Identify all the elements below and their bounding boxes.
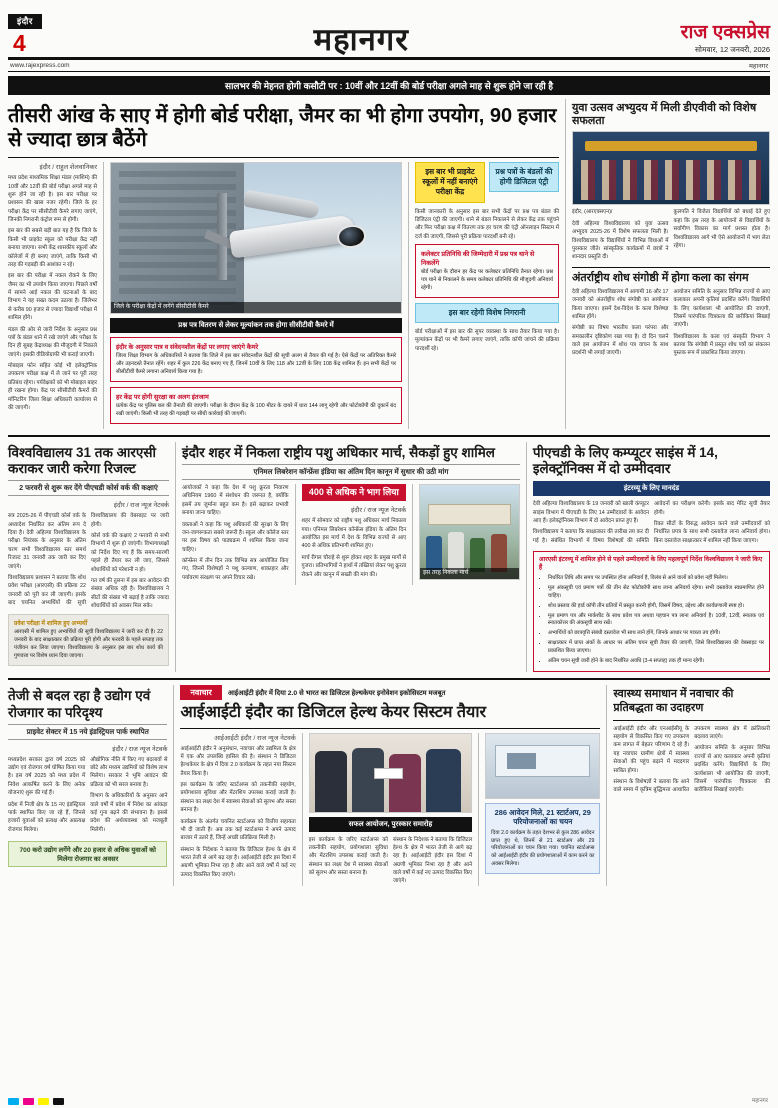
health-side-story — [613, 685, 770, 885]
list-title: आरएसी इंटरव्यू में शामिल होने से पहले उम्मीदवारों के लिए महत्वपूर्ण निर्देश विश्वविद्यालय ने जारी किए हैं — [538, 555, 763, 571]
lead-headline: तीसरी आंख के साए में होगी बोर्ड परीक्षा, जैमर का भी होगा उपयोग, 90 हजार से ज्यादा छात्र बैठेंगे — [8, 105, 557, 151]
seminar-para: आयोजन समिति के अनुसार विभिन्न राज्यों से आए कलाकार अपनी कृतियां प्रदर्शित करेंगे। विद्यार्थियों के लिए कार्यशाला भी आयोजित की जाएगी, जिसमें पारंपरिक चित्रकला की बारीकियां सिखाई जाएंगी। — [673, 288, 770, 329]
lead-para: मोबाइल फोन सहित कोई भी इलेक्ट्रॉनिक उपकरण परीक्षा कक्ष में ले जाने पर पूरी तरह प्रतिबंध रहेगा। पर्यवेक्षकों को भी मोबाइल बाहर ही रखना होगा। केंद्र पर सीसीटीवी कैमरों की मॉनिटरिंग जिला शिक्षा अधिकारी कार्यालय से की जाएगी। — [8, 363, 97, 411]
print-registration-colorbar — [8, 1098, 64, 1105]
divider — [175, 442, 176, 672]
iit-para: इस कार्यक्रम के जरिए स्टार्टअप्स को तकनीकी सहयोग, प्रयोगशाला सुविधा और मेंटरशिप उपलब्ध कराई जाती है। संस्थान का लक्ष्य देश में स्वास्थ्य सेवाओं को सुलभ और सस्ता बनाना है। — [180, 782, 296, 814]
callout-digital-entry-text: किसी जानकारी के अनुसार इस बार सभी केंद्रों पर प्रश्न पत्र बंडल की डिजिटल एंट्री की जाएगी। थाने से बंडल निकालने से लेकर केंद्र तक पहुंचने और फिर परीक्षा कक्ष में वितरण तक हर चरण की एंट्री ऑनलाइन सिस्टम में दर्ज की जाएगी, जिससे पूरी प्रक्रिया पारदर्शी बनी रहे। — [415, 208, 559, 240]
iit-stat-box — [485, 803, 600, 874]
march-story — [182, 442, 520, 672]
box-text: बोर्ड परीक्षा के दौरान हर केंद्र पर कलेक्टर प्रतिनिधि तैनात रहेगा। प्रश्न पत्र थाने से निकालने के समय कलेक्टर प्रतिनिधि की मौजूदगी अनिवार्य रहेगी। — [421, 269, 553, 291]
cctv-camera-photo — [110, 162, 402, 314]
divider — [408, 162, 409, 429]
march-para: मार्च रीगल चौराहे से शुरू होकर शहर के प्रमुख मार्गों से गुजरा। प्रतिभागियों ने हाथों में तख्तियां लेकर पशु क्रूरता रोकने और कानून में सख्ती की मांग की। — [301, 554, 407, 578]
stat-text: दिया 2.0 कार्यक्रम के तहत देशभर से कुल 286 आवेदन प्राप्त हुए थे, जिनमें से 21 स्टार्टअप और 29 परियोजनाओं का चयन किया गया। चयनित स्टार्टअप्स को आईआईटी इंदौर की प्रयोगशालाओं में काम करने का अवसर मिलेगा। — [491, 829, 595, 867]
brand-logo: राज एक्सप्रेस — [680, 22, 770, 43]
university-subhead: 2 फरवरी से शुरू कर देंगे पीएचडी कोर्स वर्क की कक्षाएं — [8, 480, 169, 496]
lead-story — [8, 99, 559, 429]
lead-para: मंडल की ओर से जारी निर्देश के अनुसार प्रश्न पत्रों के बंडल थाने में रखे जाएंगे और परीक्षा के दिन ही सुबह केंद्राध्यक्ष की मौजूदगी में निकाले जाएंगे। इसकी वीडियोग्राफी भी कराई जाएगी। — [8, 326, 97, 358]
list-item: • शोध प्रस्ताव की हार्ड कॉपी तीन प्रतियों में प्रस्तुत करनी होगी, जिसमें विषय, उद्देश्य और कार्यप्रणाली स्पष्ट हो। — [548, 603, 764, 611]
divider — [613, 720, 770, 721]
march-count-badge: 400 से अधिक ने भाग लिया — [302, 484, 407, 501]
university-para: विश्वविद्यालय प्रशासन ने बताया कि शोध प्रवेश परीक्षा (आरएसी) की प्रक्रिया 22 जनवरी को पूरी कर ली जाएगी। इसके बाद चयनित अभ्यर्थियों की सूची विश्वविद्यालय की वेबसाइट पर जारी होगी। — [8, 513, 169, 606]
list-item: • अभ्यर्थियों को छात्रवृत्ति संबंधी दस्तावेज भी साथ लाने होंगे, जिनके आधार पर पात्रता तय होगी। — [548, 630, 764, 638]
march-photo — [419, 484, 520, 580]
divider — [526, 442, 527, 672]
industry-byline: इंदौर / राज न्यूज नेटवर्क — [112, 745, 168, 753]
website-bar — [8, 60, 770, 72]
university-story — [8, 442, 169, 672]
lead-para: इस बार की परीक्षा में नकल रोकने के लिए जैमर का भी उपयोग किया जाएगा। पिछले वर्षों में सामने आई नकल की घटनाओं के बाद विभाग ने यह सख्त कदम उठाया है। जिलेभर से करीब 90 हजार से ज्यादा विद्यार्थी परीक्षा में शामिल होंगे। — [8, 273, 97, 322]
industry-para: प्रदेश में निजी क्षेत्र के 15 नए इंडस्ट्रियल पार्क स्थापित किए जा रहे हैं, जिनसे हजारों युवाओं को प्रत्यक्ष और अप्रत्यक्ष रोजगार मिलेगा। — [8, 801, 86, 833]
photo-caption: इस तरह निकला मार्च — [420, 568, 519, 580]
youth-byline: इंदौर, (आरएक्सएन)/ — [571, 209, 613, 216]
iit-para: कार्यक्रम के अंतर्गत चयनित स्टार्टअप्स को वित्तीय सहायता भी दी जाती है। अब तक कई स्टार्टअप्स ने अपने उत्पाद बाजार में उतारे हैं, जिन्हें अच्छी प्रतिक्रिया मिली है। — [180, 818, 296, 842]
seminar-headline: अंतर्राष्ट्रीय शोध संगोष्ठी में होगा कला का संगम — [571, 271, 749, 284]
lead-callout-col — [415, 162, 559, 429]
award-ceremony-photo — [309, 733, 472, 813]
box-text: प्रत्येक केंद्र पर पुलिस बल की तैनाती की जाएगी। परीक्षा के दौरान केंद्र के 100 मीटर के दायरे में धारा 144 लागू रहेगी और फोटोकॉपी की दुकानें बंद रखी जाएंगी। किसी भी तरह की गड़बड़ी पर सीधी कार्रवाई की जाएगी। — [115, 403, 397, 417]
divider — [412, 484, 413, 585]
list-item: • अंतिम चयन सूची जारी होने के बाद निर्धारित अवधि (3-4 सप्ताह) तक ही मान्य रहेगी। — [548, 658, 764, 666]
lead-body-row — [8, 162, 559, 429]
divider — [173, 685, 174, 885]
health-side-para: आईआईटी इंदौर और एनआईसीयू के सहयोग से विकसित किए गए उपकरण कम लागत में बेहतर परिणाम दे रहे हैं। यह नवाचार ग्रामीण क्षेत्रों में स्वास्थ्य सेवाओं की पहुंच बढ़ाने में मददगार साबित होगा। — [613, 725, 690, 774]
youth-para: कुलपति ने विजेता विद्यार्थियों को बधाई देते हुए कहा कि इस तरह के आयोजनों से विद्यार्थियों के सर्वांगीण विकास का मार्ग प्रशस्त होता है। विश्वविद्यालय आगे भी ऐसे आयोजनों में भाग लेता रहेगा। — [673, 209, 770, 249]
iit-byline: आईआईटी इंदौर / राज न्यूज नेटवर्क — [214, 734, 296, 742]
youth-para: देवी अहिल्या विश्वविद्यालय को युवा उत्सव अभ्युदय 2025-26 में विशेष सफलता मिली है। विश्वविद्यालय के विद्यार्थियों ने विभिन्न विधाओं में पुरस्कार जीते। सांस्कृतिक कार्यक्रमों में छात्रों ने शानदार प्रस्तुति दी। — [571, 220, 669, 261]
divider — [8, 157, 559, 158]
industry-para: विभाग के अधिकारियों के अनुसार आने वाले वर्षों में प्रदेश में निवेश का आंकड़ा कई गुना बढ़ने की संभावना है। इससे प्रदेश की अर्थव्यवस्था को मजबूती मिलेगी। — [90, 793, 168, 833]
industry-highlight: 700 करो उद्योग लगेंगे और 20 हजार से अधिक युवाओं को मिलेगा रोजगार का अवसर — [8, 841, 167, 867]
footer-note: महानगर — [751, 1098, 768, 1104]
university-para: सत्र 2025-26 में पीएचडी कोर्स वर्क के अध्यादेश निर्धारित कर अंतिम रूप दे दिया है। देवी अहिल्या विश्वविद्यालय के परीक्षा नियंत्रक के अनुसार के अंतिम चरण सभी विश्वविद्यालय स्तर समर्थ रिजल्ट 31 जनवरी तक जारी कर दिए जाएंगे। — [8, 513, 86, 570]
iit-photo-caption-strip: सफल आयोजन, पुरस्कार समारोह — [309, 817, 472, 832]
lead-box-red-2 — [110, 387, 402, 424]
march-byline: इंदौर / राज न्यूज नेटवर्क — [351, 507, 407, 515]
lead-subhead-strip: प्रश्न पत्र वितरण से लेकर मूल्यांकन तक होगा सीसीटीवी कैमरे में — [110, 318, 402, 333]
march-subhead: एनिमल लिबरेशन कॉन्फ्रेंस इंडिया का अंतिम दिन कानून में सुधार की उठी मांग — [182, 464, 520, 480]
university-para: कोर्स वर्क की कक्षाएं 2 फरवरी से सभी विभागों में शुरू हो जाएंगी। विभागाध्यक्षों को निर्देश दिए गए हैं कि समय-सारणी पहले ही तैयार कर ली जाए, जिससे शोधार्थियों को परेशानी न हो। — [90, 533, 169, 573]
callout-private-schools: इस बार भी प्राइवेट स्कूलों में नहीं बनाएंगे परीक्षा केंद्र — [415, 162, 485, 202]
group-photo — [572, 131, 770, 205]
lead-para: इस बार की सबसे बड़ी बात यह है कि जिले के किसी भी प्राइवेट स्कूल को परीक्षा केंद्र नहीं बनाया जाएगा। सभी केंद्र शासकीय स्कूलों और कॉलेजों में ही बनाए जाएंगे, ताकि किसी भी तरह की गड़बड़ी की आशंका न रहे। — [8, 228, 97, 268]
phd-substrip: इंटरव्यू के लिए मानदंड — [533, 481, 770, 496]
list-item: • मूल अंकसूची एवं प्रमाण पत्रों की तीन सेट फोटोकॉपी साथ लाना अनिवार्य रहेगा। सभी दस्तावेज स्वप्रमाणित होने चाहिए। — [548, 585, 764, 601]
iit-para: इस कार्यक्रम के जरिए स्टार्टअप्स को तकनीकी सहयोग, प्रयोगशाला सुविधा और मेंटरशिप उपलब्ध कराई जाती है। संस्थान का लक्ष्य देश में स्वास्थ्य सेवाओं को सुलभ और सस्ता बनाना है। — [308, 836, 388, 876]
divider — [8, 678, 770, 680]
industry-para: मध्यप्रदेश सरकार द्वारा वर्ष 2025 को उद्योग एवं रोजगार वर्ष घोषित किया गया है। इस वर्ष 2025 को मध्य प्रदेश में निवेश आकर्षित करने के लिए अनेक योजनाएं शुरू की गई हैं। — [8, 756, 86, 797]
seminar-para: संगोष्ठी का विषय भारतीय कला परंपरा और समकालीन दृष्टिकोण रखा गया है। दो दिन चलने वाले इस आयोजन में शोध पत्र वाचन के साथ प्रदर्शनी भी लगाई जाएगी। — [571, 325, 669, 357]
city-tag: इंदौर — [8, 14, 42, 29]
phd-para: देवी अहिल्या विश्वविद्यालय के 19 जनवरी को खाली कंप्यूटर साइंस विभाग में पीएचडी के लिए 14 उम्मीदवारों के आवेदन आए हैं। इलेक्ट्रॉनिक्स विभाग में दो आवेदन प्राप्त हुए हैं। — [532, 501, 649, 524]
health-side-para: संस्थान के विशेषज्ञों ने बताया कि आने वाले समय में कृत्रिम बुद्धिमत्ता आधारित उपकरण स्वास्थ्य क्षेत्र में क्रांतिकारी बदलाव लाएंगे। — [613, 725, 770, 794]
iit-body-row — [180, 733, 600, 886]
callout-special-watch: इस बार रहेगी विशेष निगरानी — [415, 303, 559, 323]
seminar-para: देवी अहिल्या विश्वविद्यालय में आगामी 16 और 17 जनवरी को अंतर्राष्ट्रीय शोध संगोष्ठी का आयोजन किया जाएगा। इसमें देश-विदेश के कला विशेषज्ञ शामिल होंगे। — [571, 288, 669, 320]
lead-box-collector — [415, 244, 559, 298]
industry-para: औद्योगिक नीति में किए गए बदलावों से छोटे और मध्यम उद्यमियों को विशेष लाभ मिलेगा। सरकार ने भूमि आवंटन की प्रक्रिया को भी सरल बनाया है। — [90, 756, 168, 788]
health-side-para: आयोजन समिति के अनुसार विभिन्न राज्यों से आए कलाकार अपनी कृतियां प्रदर्शित करेंगे। विद्यार्थियों के लिए कार्यशाला भी आयोजित की जाएगी, जिसमें पारंपरिक चित्रकला की बारीकियां सिखाई जाएंगी। — [694, 745, 770, 794]
divider — [8, 435, 770, 437]
iit-headline: आईआईटी इंदौर का डिजिटल हेल्थ केयर सिस्टम तैयार — [180, 704, 487, 722]
march-para: आयोजकों ने कहा कि देश में पशु क्रूरता निवारण अधिनियम 1960 में संशोधन की जरूरत है, क्योंकि इसमें तय जुर्माना बहुत कम है। इसे बढ़ाकर प्रभावी बनाया जाना चाहिए। — [181, 485, 289, 517]
industry-subhead: प्राइवेट सेक्टर में 15 नये इंडस्ट्रियल पार्क स्थापित — [8, 724, 167, 740]
divider — [606, 685, 607, 885]
phd-para: विश्वविद्यालय ने बताया कि साक्षात्कार की तारीख तय कर दी गई है। संबंधित विभागों में विषय विशेषज्ञों की समिति आवेदनों का परीक्षण करेगी। इसके बाद मेरिट सूची तैयार होगी। — [532, 501, 770, 544]
lead-byline: इंदौर / राहुल शेलवानिकर — [39, 164, 97, 172]
box-text: आरएसी में शामिल हुए अभ्यर्थियों की सूची विश्वविद्यालय ने जारी कर दी है। 22 जनवरी के बाद साक्षात्कार की प्रक्रिया पूरी होगी और फरवरी के पहले सप्ताह तक पंजीयन कर लिया जाएगा। विश्वविद्यालय के अनुसार इस बार शोध कार्य की गुणवत्ता पर विशेष ध्यान दिया जाएगा। — [14, 629, 163, 659]
divider — [103, 162, 104, 429]
lead-photo-col — [110, 162, 402, 429]
website-section: महानगर — [749, 63, 768, 70]
photo-caption: जिले के परीक्षा केंद्रों में लगेंगे सीसीटीवी कैमरे — [111, 302, 401, 314]
lead-text-col — [8, 162, 97, 429]
industry-story — [8, 685, 167, 885]
divider — [302, 733, 303, 886]
divider — [295, 484, 296, 585]
masthead-left — [8, 14, 42, 55]
march-para: वक्ताओं ने कहा कि पशु अधिकारों की सुरक्षा के लिए जन-जागरूकता सबसे जरूरी है। स्कूल और कॉलेज स्तर पर इस विषय को पाठ्यक्रम में शामिल किया जाना चाहिए। — [181, 521, 289, 553]
march-para: शहर में सोमवार को राष्ट्रीय पशु अधिकार मार्च निकाला गया। एनिमल लिबरेशन कॉन्फ्रेंस इंडिया के अंतिम दिन आयोजित इस मार्च में देश के विभिन्न राज्यों से आए 400 से अधिक प्रतिभागी शामिल हुए। — [301, 518, 407, 550]
hospital-photo — [485, 733, 600, 799]
navachar-tab: नवाचार — [180, 685, 221, 700]
seminar-para: विश्वविद्यालय के कला एवं संस्कृति विभाग ने बताया कि संगोष्ठी में प्रस्तुत शोध पत्रों का संकलन पुस्तक रूप में प्रकाशित किया जाएगा। — [673, 333, 770, 357]
page-title: महानगर — [313, 22, 409, 57]
website-url[interactable]: www.rajexpress.com — [10, 62, 70, 69]
masthead — [8, 6, 770, 60]
iit-kicker: आईआईटी इंदौर में दिया 2.0 से भारत का डिजिटल हेल्थकेयर इनोवेशन इकोसिस्टम मजबूत — [227, 690, 446, 698]
iit-para: संस्थान के निदेशक ने बताया कि डिजिटल हेल्थ के क्षेत्र में भारत तेजी से आगे बढ़ रहा है। आईआईटी इंदौर इस दिशा में अग्रणी भूमिका निभा रहा है और आने वाले वर्षों में कई नए उत्पाद विकसित किए जाएंगे। — [180, 846, 296, 878]
iit-story — [180, 685, 600, 885]
iit-para: आईआईटी इंदौर ने अनुसंधान, नवाचार और उद्यमिता के क्षेत्र में एक और उपलब्धि हासिल की है। संस्थान ने डिजिटल हेल्थकेयर के क्षेत्र में दिया 2.0 कार्यक्रम के तहत नया सिस्टम तैयार किया है। — [180, 745, 296, 777]
stat-title: 286 आवेदन मिले, 21 स्टार्टअप, 29 परियोजनाओं का चयन — [494, 807, 591, 827]
box-title: इंदौर के अनुसार पात्र व संवेदनशील केंद्रों पर लगाए जाएंगे कैमरे — [115, 344, 259, 352]
health-side-headline: स्वास्थ्य समाधान में नवाचार की प्रतिबद्धता का उदाहरण — [613, 688, 734, 714]
list-item: • मूल प्रमाण पत्र और मार्कशीट के साथ प्रवेश पत्र अथवा पहचान पत्र लाना अनिवार्य है। 10वीं, 12वीं, स्नातक एवं स्नातकोत्तर की अंकसूची साथ रखें। — [548, 613, 764, 629]
march-body-row — [182, 484, 520, 585]
masthead-right — [681, 23, 770, 55]
list-item: • साक्षात्कार में प्राप्त अंकों के आधार पर अंतिम चयन सूची तैयार की जाएगी, जिसे विश्वविद्यालय की वेबसाइट पर प्रकाशित किया जाएगा। — [548, 640, 764, 656]
divider — [572, 267, 770, 268]
youth-headline: युवा उत्सव अभ्युदय में मिली डीएवीवी को विशेष सफलता — [571, 102, 757, 128]
industry-headline: तेजी से बदल रहा है उद्योग एवं रोजगार का परिदृश्य — [8, 688, 151, 720]
university-byline: इंदौर / राज न्यूज नेटवर्क — [113, 502, 169, 510]
page-number: 4 — [13, 30, 26, 56]
phd-instructions-box — [533, 551, 770, 673]
march-headline: इंदौर शहर में निकला राष्ट्रीय पशु अधिकार मार्च, सैकड़ों हुए शामिल — [181, 444, 495, 460]
masthead-center — [42, 24, 681, 55]
lead-box-red-1 — [110, 337, 402, 382]
iit-para: संस्थान के निदेशक ने बताया कि डिजिटल हेल्थ के क्षेत्र में भारत तेजी से आगे बढ़ रहा है। आईआईटी इंदौर इस दिशा में अग्रणी भूमिका निभा रहा है और आने वाले वर्षों में कई नए उत्पाद विकसित किए जाएंगे। — [392, 836, 473, 885]
bottom-section — [8, 685, 770, 885]
callout-special-watch-text: बोर्ड परीक्षाओं में इस बार की सुपर व्यवस्था के साथ तैयार किया गया है। मूल्यांकन केंद्रों पर भी कैमरे लगाए जाएंगे, ताकि कॉपी जांचने की प्रक्रिया पारदर्शी रहे। — [415, 329, 559, 352]
lead-para: मध्य प्रदेश माध्यमिक शिक्षा मंडल (माशिमं) की 10वीं और 12वीं की बोर्ड परीक्षा अगले माह से शुरू होने जा रही है। इस बार परीक्षा पर प्रशासन की खास नजर रहेगी। जिले के हर परीक्षा केंद्र पर सीसीटीवी कैमरे लगाए जाएंगे, जिनकी निगरानी कंट्रोल रूम से होगी। — [8, 175, 97, 224]
phd-story — [533, 442, 770, 672]
divider — [180, 728, 600, 729]
box-title: कलेक्टर प्रतिनिधि की जिम्मेदारी में प्रश्न पत्र थाने से निकलेंगे — [421, 251, 535, 268]
phd-headline: पीएचडी के लिए कम्प्यूटर साइंस में 14, इलेक्ट्रॉनिक्स में दो उम्मीदवार — [532, 444, 718, 477]
box-title: हर केंद्र पर होगी सुरक्षा का अलग इंतजाम — [115, 394, 209, 401]
callout-digital-entry: प्रश्न पत्रों के बंडलों की होगी डिजिटल एंट्री — [489, 162, 559, 192]
university-headline: विश्वविद्यालय 31 तक आरएसी कराकर जारी करेगा रिजल्ट — [8, 444, 156, 477]
right-rail-top — [572, 99, 770, 429]
box-title: प्रवेश परीक्षा में शामिल हुए अभ्यर्थी — [14, 621, 88, 628]
university-para: गत वर्ष की तुलना में इस बार आवेदन की संख्या अधिक रही है। विश्वविद्यालय ने सीटों की संख्या भी बढ़ाई है ताकि ज्यादा शोधार्थियों को अवसर मिल सके। — [90, 577, 169, 609]
list-item: • निर्धारित तिथि और समय पर उपस्थित होना अनिवार्य है, विलंब से आने वालों को प्रवेश नहीं मिलेगा। — [548, 575, 764, 583]
divider — [478, 733, 479, 886]
divider — [565, 99, 566, 429]
march-para: कॉन्फ्रेंस में तीन दिन तक विभिन्न सत्र आयोजित किए गए, जिनमें विशेषज्ञों ने पशु कल्याण, शाकाहार और पर्यावरण संरक्षण पर अपने विचार रखे। — [181, 558, 289, 581]
middle-section — [8, 442, 770, 672]
box-text: जिला शिक्षा विभाग के अधिकारियों ने बताया कि जिले में इस बार संवेदनशील केंद्रों की सूची अलग से तैयार की गई है। ऐसे केंद्रों पर अतिरिक्त कैमरे और उड़नदस्ते तैनात रहेंगे। शहर में कुल 226 केंद्र बनाए गए हैं, जिनमें 10वीं के लिए 118 और 12वीं के लिए 108 केंद्र शामिल हैं। इन सभी केंद्रों पर सीसीटीवी कैमरे लगाना अनिवार्य किया गया है। — [115, 353, 397, 376]
edition-date: सोमवार, 12 जनवरी, 2026 — [694, 45, 770, 54]
phd-para: रिक्त सीटों के विरुद्ध आवेदन करने वाले उम्मीदवारों को निर्धारित प्रपत्र के साथ सभी दस्तावेज लाना अनिवार्य होगा। बिना दस्तावेज साक्षात्कार में शामिल नहीं किया जाएगा। — [653, 521, 770, 544]
university-infobox — [8, 614, 169, 665]
top-section — [8, 99, 770, 429]
top-kicker-strip: सालभर की मेहनत होगी कसौटी पर : 10वीं और 12वीं की बोर्ड परीक्षा अगले माह से शुरू होने जा रही है — [8, 76, 770, 95]
